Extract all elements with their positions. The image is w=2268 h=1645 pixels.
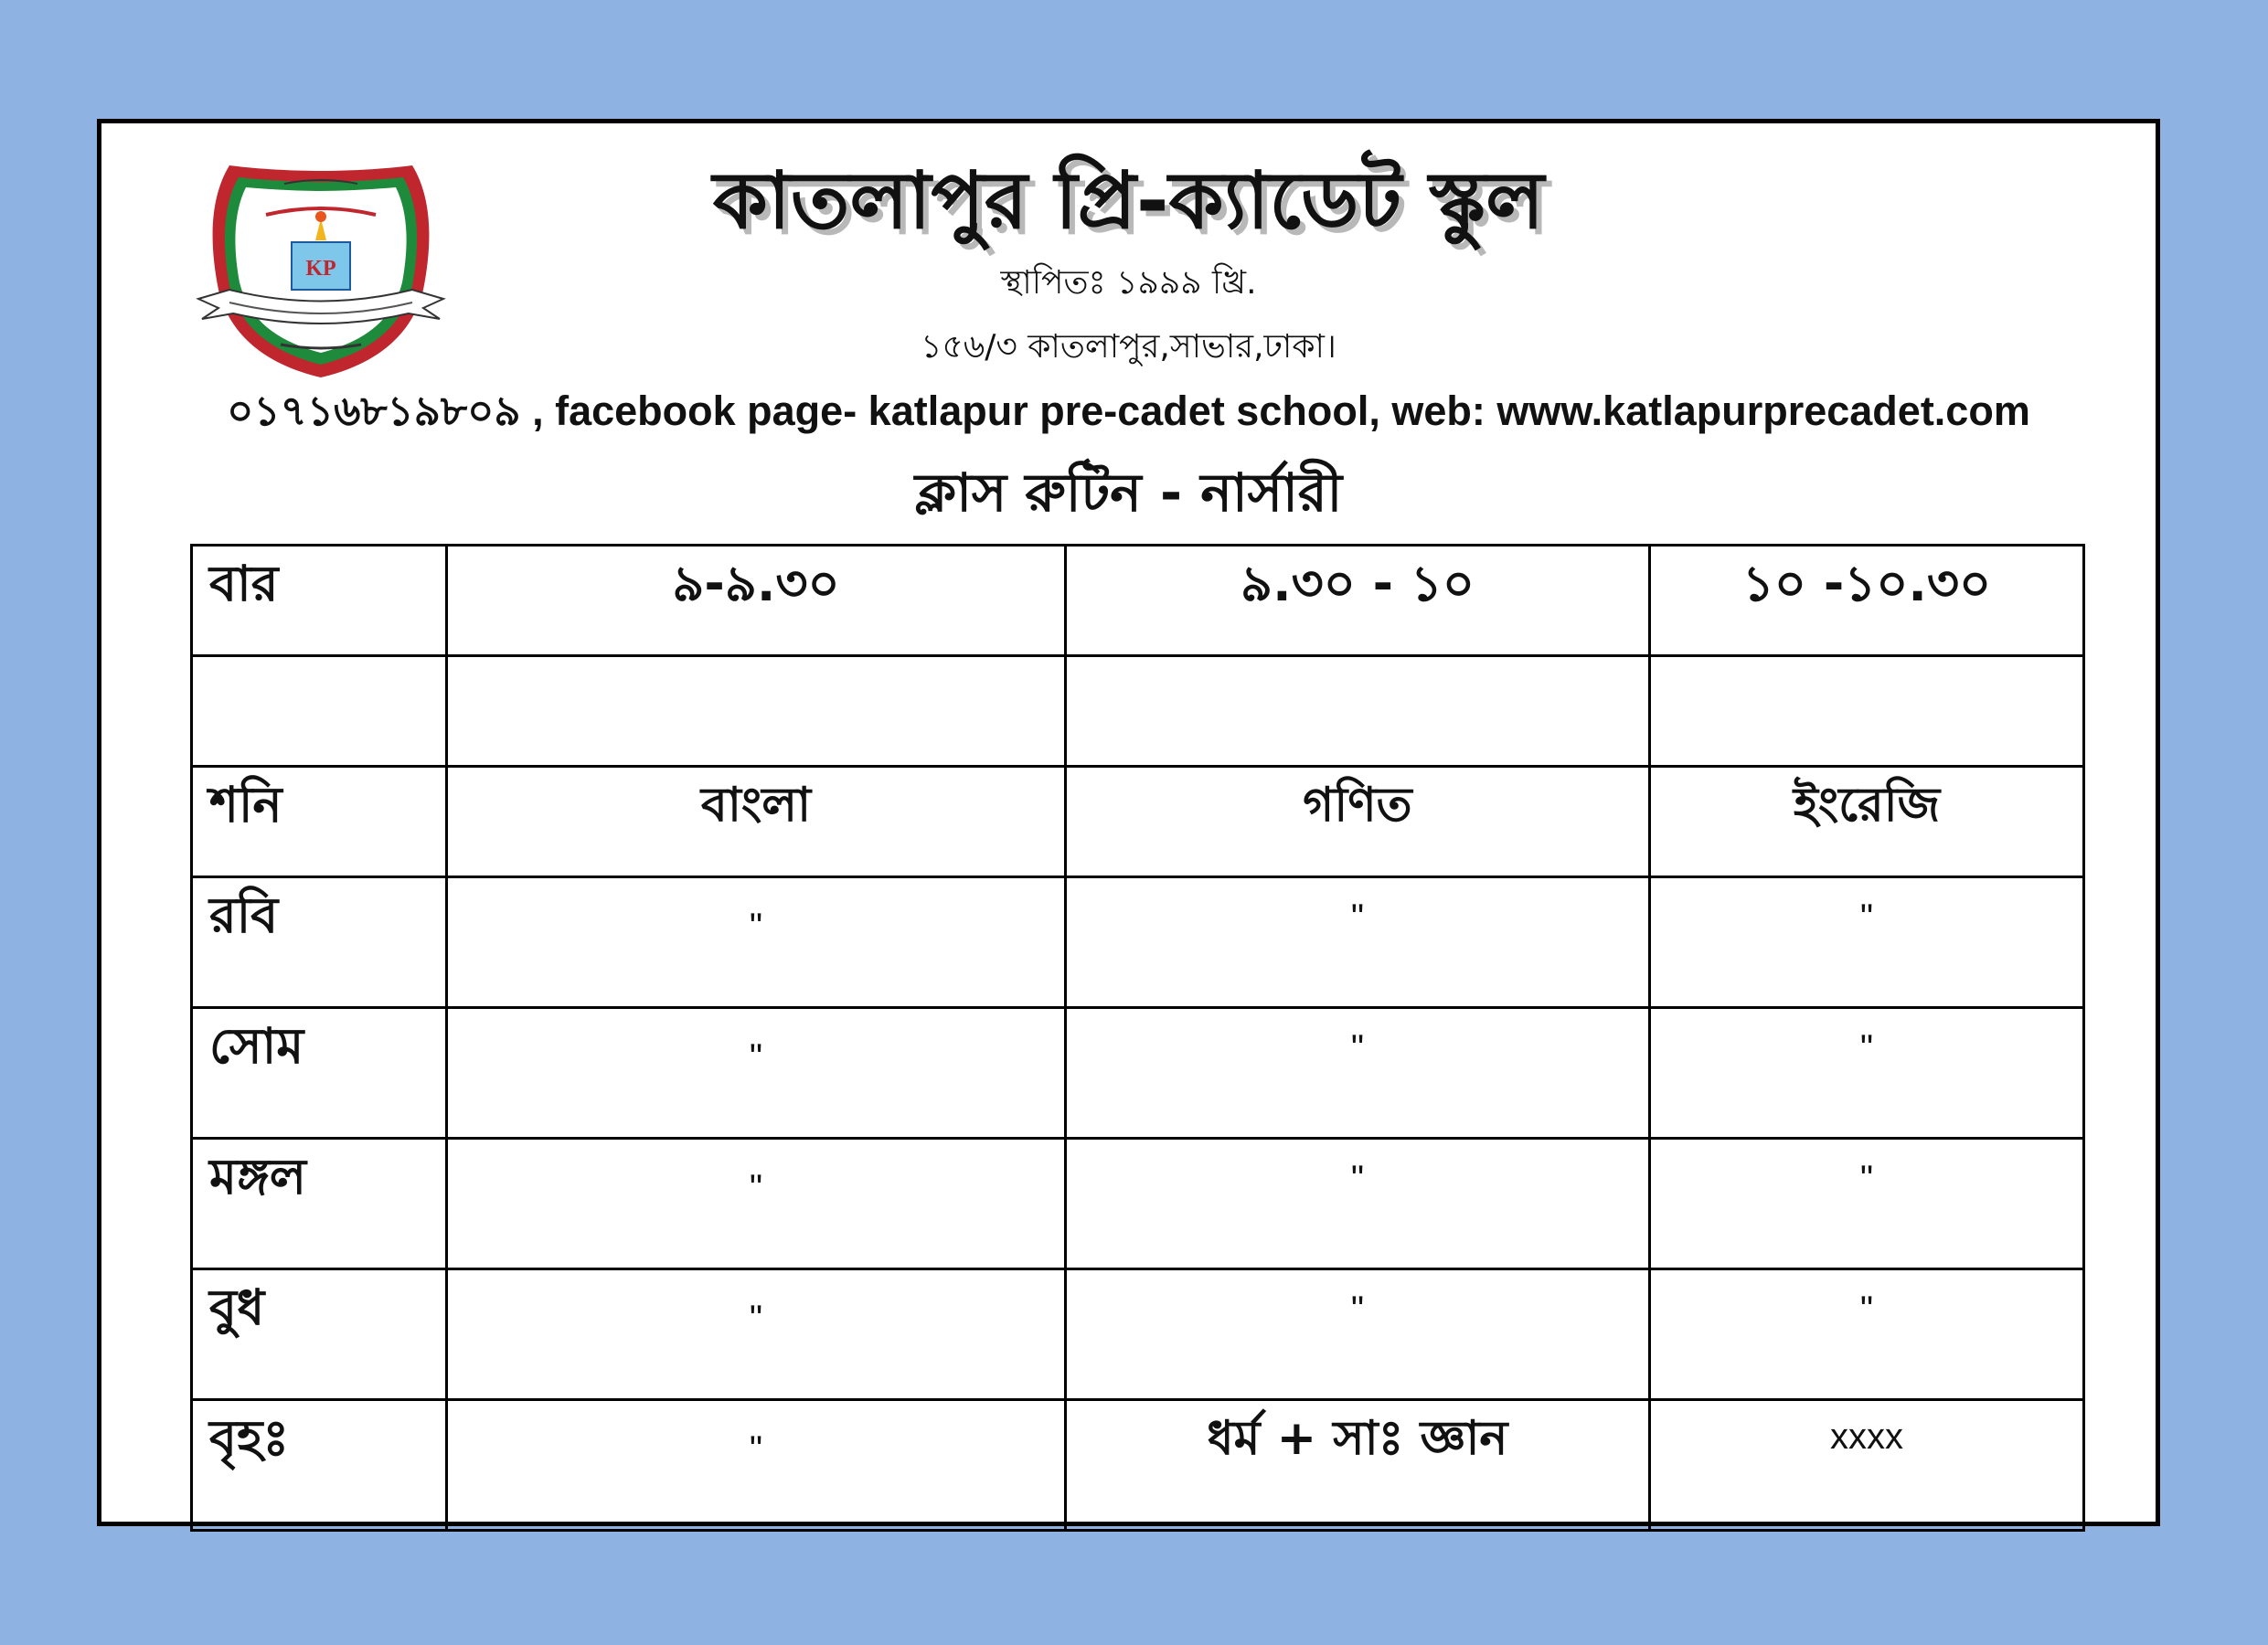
class-routine-table	[190, 544, 2085, 1532]
ditto-cell: "	[1066, 1008, 1650, 1139]
header-period-3: ১০ -১০.৩০	[1650, 546, 2084, 656]
subject-cell	[1066, 656, 1650, 767]
day-cell: বৃহঃ	[192, 1400, 447, 1531]
school-name: কাতলাপুর প্রি-ক্যাডেট স্কুল	[712, 155, 1545, 247]
table-row	[192, 877, 2084, 1008]
subject-cell: ধর্ম + সাঃ জ্ঞান	[1066, 1400, 1650, 1531]
ditto-cell: "	[447, 1400, 1066, 1531]
ditto-cell: "	[1650, 1269, 2084, 1400]
header-day: বার	[192, 546, 447, 656]
day-cell: বুধ	[192, 1269, 447, 1400]
ditto-cell: "	[1066, 1269, 1650, 1400]
subject-cell: গণিত	[1066, 767, 1650, 877]
ditto-cell: "	[1650, 877, 2084, 1008]
subject-cell	[447, 656, 1066, 767]
placeholder-mark-cell: xxxx	[1650, 1400, 2084, 1531]
header-period-2: ৯.৩০ - ১০	[1066, 546, 1650, 656]
ditto-cell: "	[1066, 1139, 1650, 1269]
table-row	[192, 1008, 2084, 1139]
document-page	[97, 119, 2160, 1526]
day-cell	[192, 656, 447, 767]
ditto-cell: "	[447, 1139, 1066, 1269]
table-row	[192, 1269, 2084, 1400]
ditto-cell: "	[447, 1269, 1066, 1400]
school-address: ১৫৬/৩ কাতলাপুর,সাভার,ঢাকা।	[921, 328, 1336, 366]
day-cell: মঙ্গল	[192, 1139, 447, 1269]
subject-cell: ইংরেজি	[1650, 767, 2084, 877]
table-row	[192, 656, 2084, 767]
ditto-cell: "	[1650, 1139, 2084, 1269]
table-header-row	[192, 546, 2084, 656]
table-row	[192, 767, 2084, 877]
subject-cell: বাংলা	[447, 767, 1066, 877]
table-row	[192, 1400, 2084, 1531]
day-cell: রবি	[192, 877, 447, 1008]
established-year: স্থাপিতঃ ১৯৯৯ খ্রি.	[1000, 264, 1257, 302]
day-cell: সোম	[192, 1008, 447, 1139]
routine-title: ক্লাস রুটিন - নার্সারী	[914, 462, 1343, 524]
ditto-cell: "	[447, 1008, 1066, 1139]
table-row	[192, 1139, 2084, 1269]
ditto-cell: "	[1650, 1008, 2084, 1139]
subject-cell	[1650, 656, 2084, 767]
header-period-1: ৯-৯.৩০	[447, 546, 1066, 656]
svg-text:KP: KP	[305, 257, 336, 281]
ditto-cell: "	[447, 877, 1066, 1008]
ditto-cell: "	[1066, 877, 1650, 1008]
contact-info: ০১৭১৬৮১৯৮০৯ , facebook page- katlapur pre-cadet school, web: www.katlapurprecadet.com	[227, 387, 2030, 434]
day-cell: শনি	[192, 767, 447, 877]
